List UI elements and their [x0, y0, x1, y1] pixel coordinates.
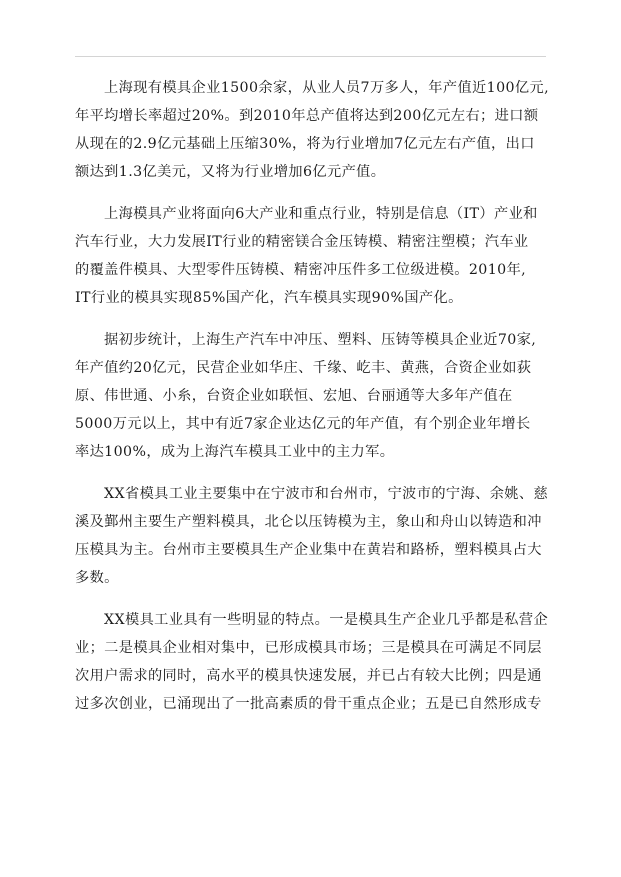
paragraph-shanghai-overview [75, 74, 550, 186]
text-line: 据初步统计，上海生产汽车中冲压、塑料、压铸等模具企业近70家, [104, 332, 537, 348]
text-line: 次用户需求的同时，高水平的模具快速发展，并已占有较大比例；四是通 [75, 668, 542, 684]
paragraph-shanghai-automotive [75, 326, 545, 466]
text-line: 过多次创业，已涌现出了一批高素质的骨干重点企业；五是已自然形成专 [75, 696, 542, 712]
text-line: XX省模具工业主要集中在宁波市和台州市，宁波市的宁海、余姚、慈 [104, 486, 549, 502]
text-line: 5000万元以上，其中有近7家企业达亿元的年产值，有个别企业年增长 [75, 416, 531, 432]
text-line: 上海模具产业将面向6大产业和重点行业，特别是信息（IT）产业和 [104, 206, 538, 222]
text-line: XX模具工业具有一些明显的特点。一是模具生产企业几乎都是私营企 [104, 612, 549, 628]
text-line: 年产值约20亿元，民营企业如华庄、千缘、屹丰、黄燕，合资企业如荻 [75, 360, 532, 376]
text-line: 原、伟世通、小糸，台资企业如联恒、宏旭、台丽通等大多年产值在 [75, 388, 513, 404]
text-line: 的覆盖件模具、大型零件压铸模、精密冲压件多工位级进模。2010年, [75, 262, 527, 278]
text-line: 溪及鄞州主要生产塑料模具，北仑以压铸模为主，象山和舟山以铸造和冲 [75, 514, 542, 530]
document-body [75, 74, 550, 732]
text-line: IT行业的模具实现85%国产化，汽车模具实现90%国产化。 [75, 290, 463, 306]
paragraph-industry-features [75, 606, 549, 718]
text-line: 多数。 [75, 570, 119, 586]
text-line: 年平均增长率超过20%。到2010年总产值将达到200亿元左右；进口额 [75, 108, 539, 124]
text-line: 上海现有模具企业1500余家，从业人员7万多人，年产值近100亿元, [104, 80, 550, 96]
text-line: 压模具为主。台州市主要模具生产企业集中在黄岩和路桥，塑料模具占大 [75, 542, 542, 558]
header-rule [75, 56, 546, 57]
text-line: 率达100%，成为上海汽车模具工业中的主力军。 [75, 444, 395, 460]
text-line: 额达到1.3亿美元，又将为行业增加6亿元产值。 [75, 164, 386, 180]
text-line: 从现在的2.9亿元基础上压缩30%，将为行业增加7亿元左右产值，出口 [75, 136, 535, 152]
paragraph-shanghai-industries [75, 200, 545, 312]
text-line: 业；二是模具企业相对集中，已形成模具市场；三是模具在可满足不同层 [75, 640, 542, 656]
paragraph-province-regions [75, 480, 549, 592]
text-line: 汽车行业，大力发展IT行业的精密镁合金压铸模、精密注塑模；汽车业 [75, 234, 529, 250]
